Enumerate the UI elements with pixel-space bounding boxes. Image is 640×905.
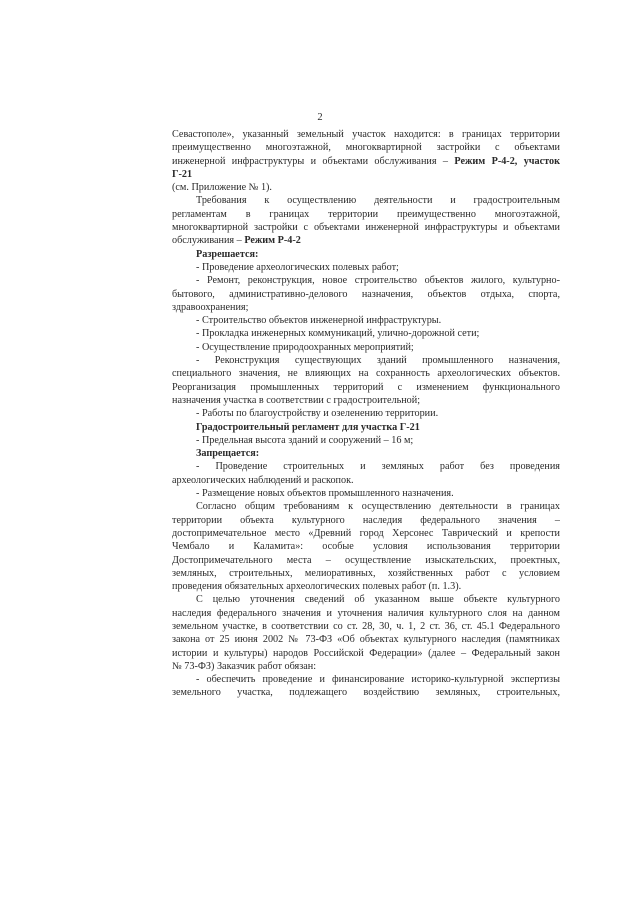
text-line	[172, 141, 560, 154]
text-line	[172, 500, 560, 513]
text-line-main: (см. Приложение № 1).	[172, 182, 272, 194]
text-line-main: Разрешается:	[196, 248, 259, 260]
text-line-bold: Режим Р-4-2	[244, 235, 301, 247]
text-line-main: проведения обязательных археологических полевых работ (п. 1.3).	[172, 581, 462, 593]
text-line	[172, 354, 560, 367]
text-line	[172, 181, 560, 194]
text-line	[172, 128, 560, 141]
text-line	[172, 567, 560, 580]
text-line	[172, 620, 560, 633]
text-line	[172, 633, 560, 646]
text-line-main: территории объекта культурного наследия федерального значения –	[172, 514, 560, 526]
text-line	[172, 673, 560, 686]
text-line	[172, 234, 560, 247]
text-line	[172, 168, 560, 181]
text-line	[172, 540, 560, 553]
text-line-main: регламентам в границах территории преимущественно многоэтажной,	[172, 208, 560, 220]
text-line	[172, 301, 560, 314]
text-line-main: инженерной инфраструктуры и объектами обслуживания –	[172, 155, 455, 167]
text-line	[172, 660, 560, 673]
text-line-main: - обеспечить проведение и финансирование историко-культурной экспертизы	[196, 674, 560, 686]
text-line	[172, 421, 560, 434]
text-line-main: истории и культуры) народов Российской Федерации» (далее – Федеральный закон	[172, 647, 560, 659]
text-line-main: земляных, строительных, мелиоративных, хозяйственных работ с условием	[172, 567, 560, 579]
text-line-main: - Осуществление природоохранных мероприятий;	[196, 341, 414, 353]
text-line	[172, 487, 560, 500]
text-line-main: Согласно общим требованиям к осуществлению деятельности в границах	[196, 501, 560, 513]
text-line-main: здравоохранения;	[172, 301, 249, 313]
text-line	[172, 248, 560, 261]
text-line-main: преимущественно многоэтажной, многоквартирной застройки с объектами	[172, 142, 560, 154]
text-line-main: специального значения, не влияющих на сохранность археологических объектов.	[172, 368, 560, 380]
text-line	[172, 593, 560, 606]
text-line-main: - Предельная высота зданий и сооружений – 16 м;	[196, 434, 414, 446]
text-line	[172, 554, 560, 567]
text-line-main: назначения участка в соответствии с градостроительной;	[172, 394, 421, 406]
text-line-main: достопримечательное место «Древний город Херсонес Таврический и крепости	[172, 527, 560, 539]
text-line-main: бытового, административно-делового назначения, объектов отдыха, спорта,	[172, 288, 560, 300]
text-line	[172, 580, 560, 593]
text-line	[172, 527, 560, 540]
text-line	[172, 155, 560, 168]
text-line	[172, 447, 560, 460]
text-line	[172, 381, 560, 394]
document-body	[172, 128, 560, 700]
text-line-main: земельном участке, в соответствии со ст. 28, 30, ч. 1, 2 ст. 36, ст. 45.1 Федерального	[172, 620, 560, 632]
text-line	[172, 288, 560, 301]
text-line	[172, 607, 560, 620]
text-line-main: Достопримечательного места – осуществление изыскательских, проектных,	[172, 554, 560, 566]
text-line-main: Чембало и Каламита»: особые условия использования территории	[172, 541, 560, 553]
text-line	[172, 314, 560, 327]
text-line-main: - Проведение археологических полевых работ;	[196, 261, 399, 273]
text-line-main: - Ремонт, реконструкция, новое строительство объектов жилого, культурно-	[196, 275, 560, 287]
text-line	[172, 434, 560, 447]
text-line-bold: Г-21	[172, 168, 193, 180]
text-line	[172, 647, 560, 660]
text-line	[172, 221, 560, 234]
text-line	[172, 686, 560, 699]
text-line	[172, 394, 560, 407]
text-line-main: обслуживания –	[172, 235, 245, 247]
text-line-main: Севастополе», указанный земельный участок находится: в границах территории	[172, 129, 560, 140]
text-line	[172, 327, 560, 340]
text-line-main: многоквартирной застройки с объектами инженерной инфраструктуры и объектами	[172, 222, 560, 234]
text-line	[172, 274, 560, 287]
page-number: 2	[317, 112, 323, 123]
text-line-main: № 73-ФЗ) Заказчик работ обязан:	[172, 660, 317, 672]
text-line-main: - Проведение строительных и земляных работ без проведения	[196, 461, 560, 473]
text-line-bold: Режим Р-4-2, участок	[454, 155, 560, 167]
text-line-main: - Работы по благоустройству и озеленению территории.	[196, 408, 439, 420]
text-line	[172, 194, 560, 207]
text-line	[172, 367, 560, 380]
text-line	[172, 261, 560, 274]
text-line	[172, 514, 560, 527]
text-line-main: - Реконструкция существующих зданий промышленного назначения,	[196, 355, 560, 367]
text-line-main: Реорганизация промышленных территорий с изменением функционального	[172, 381, 560, 393]
text-line-main: Градостроительный регламент для участка Г-21	[196, 421, 420, 433]
text-line-main: археологических наблюдений и раскопок.	[172, 474, 354, 486]
text-line-main: закона от 25 июня 2002 № 73-ФЗ «Об объектах культурного наследия (памятниках	[172, 634, 560, 646]
text-line-main: Требования к осуществлению деятельности и градостроительным	[196, 195, 560, 207]
text-line	[172, 474, 560, 487]
text-line-main: наследия федерального значения и уточнения наличия культурного слоя на данном	[172, 607, 560, 619]
text-line	[172, 208, 560, 221]
text-line	[172, 407, 560, 420]
text-line	[172, 460, 560, 473]
text-line-main: - Размещение новых объектов промышленного назначения.	[196, 488, 454, 500]
text-line-main: Запрещается:	[196, 448, 260, 460]
text-line	[172, 341, 560, 354]
text-line-main: земельного участка, подлежащего воздействию земляных, строительных,	[172, 687, 560, 699]
text-line-main: - Прокладка инженерных коммуникаций, улично-дорожной сети;	[196, 328, 480, 340]
text-line-main: - Строительство объектов инженерной инфраструктуры.	[196, 315, 442, 327]
text-line-main: С целью уточнения сведений об указанном выше объекте культурного	[196, 594, 560, 606]
